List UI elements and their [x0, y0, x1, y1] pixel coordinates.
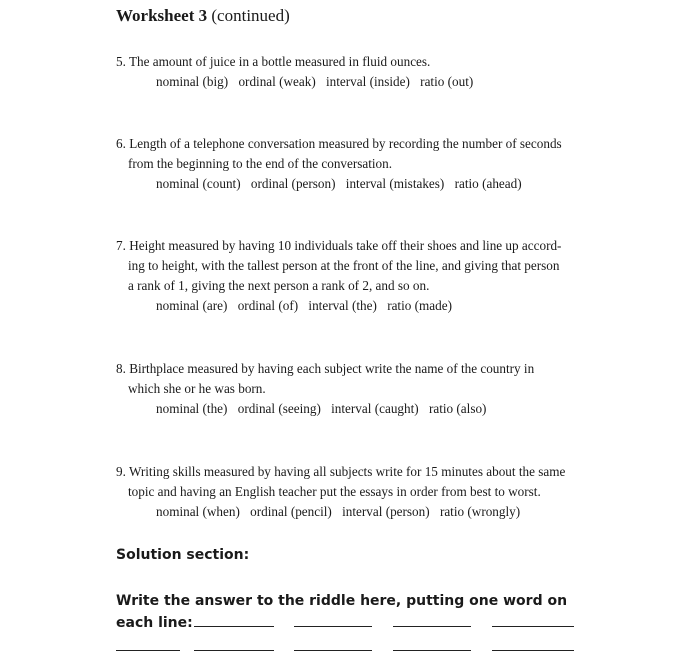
question-text: 8. Birthplace measured by having each subject write the name of the country in [116, 361, 535, 376]
question-9 [116, 462, 596, 522]
page-title [116, 6, 290, 26]
option-nominal: nominal (when) [156, 504, 240, 519]
question-text: 6. Length of a telephone conversation measured by recording the number of seconds [116, 136, 562, 151]
question-text: ing to height, with the tallest person at the front of the line, and giving that person [128, 258, 560, 273]
riddle-line-2: each line: [116, 615, 193, 631]
solution-heading: Solution section: [116, 547, 250, 563]
question-text: from the beginning to the end of the conversation. [128, 156, 393, 171]
question-text: topic and having an English teacher put the essays in order from best to worst. [128, 484, 541, 499]
option-nominal: nominal (the) [156, 401, 228, 416]
answer-blank[interactable] [194, 626, 274, 627]
answer-blank[interactable] [492, 650, 574, 651]
answer-blank[interactable] [116, 650, 180, 651]
question-options [116, 72, 596, 92]
option-ordinal: ordinal (weak) [238, 74, 316, 89]
question-options [116, 296, 596, 316]
question-options [116, 174, 596, 194]
question-options [116, 502, 596, 522]
option-ratio: ratio (also) [428, 401, 487, 416]
question-7 [116, 236, 596, 316]
option-interval: interval (caught) [331, 401, 419, 416]
option-interval: interval (the) [308, 298, 377, 313]
question-text: 9. Writing skills measured by having all subjects write for 15 minutes about the same [116, 464, 566, 479]
question-8 [116, 359, 596, 419]
riddle-instructions [116, 590, 567, 634]
answer-blank[interactable] [393, 650, 471, 651]
question-6 [116, 134, 596, 194]
option-nominal: nominal (are) [156, 298, 228, 313]
answer-blank[interactable] [294, 626, 372, 627]
answer-blank[interactable] [393, 626, 471, 627]
question-text: a rank of 1, giving the next person a rank of 2, and so on. [128, 278, 430, 293]
riddle-line-1: Write the answer to the riddle here, putting one word on [116, 593, 568, 609]
question-text: 7. Height measured by having 10 individuals take off their shoes and line up accord- [116, 238, 562, 253]
question-options [116, 399, 596, 419]
title-bold: Worksheet 3 [116, 6, 208, 25]
answer-blank[interactable] [492, 626, 574, 627]
option-ratio: ratio (wrongly) [439, 504, 521, 519]
option-ratio: ratio (ahead) [454, 176, 522, 191]
question-text: which she or he was born. [128, 381, 266, 396]
question-text: 5. The amount of juice in a bottle measured in fluid ounces. [116, 54, 431, 69]
option-interval: interval (inside) [326, 74, 410, 89]
option-ratio: ratio (out) [420, 74, 474, 89]
option-nominal: nominal (count) [156, 176, 241, 191]
option-ordinal: ordinal (seeing) [237, 401, 321, 416]
answer-blank[interactable] [194, 650, 274, 651]
option-ratio: ratio (made) [387, 298, 452, 313]
option-nominal: nominal (big) [156, 74, 229, 89]
option-ordinal: ordinal (of) [237, 298, 299, 313]
option-ordinal: ordinal (person) [250, 176, 336, 191]
option-interval: interval (mistakes) [345, 176, 445, 191]
option-interval: interval (person) [342, 504, 430, 519]
title-rest: (continued) [207, 6, 290, 25]
answer-blank[interactable] [294, 650, 372, 651]
question-5 [116, 52, 596, 92]
option-ordinal: ordinal (pencil) [250, 504, 332, 519]
